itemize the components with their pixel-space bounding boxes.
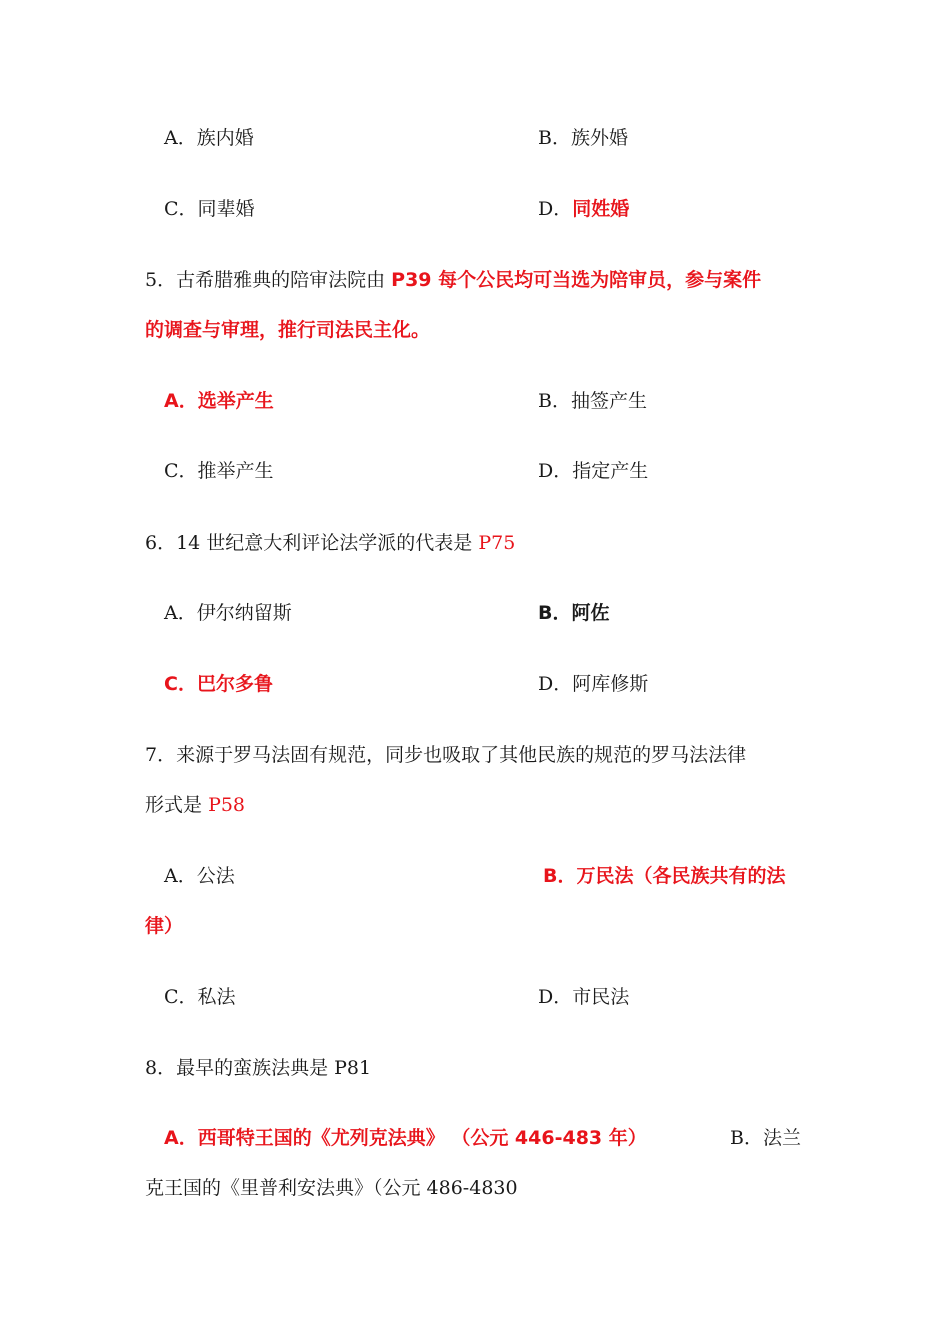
q7-option-d: D．市民法 xyxy=(538,986,630,1008)
q8-option-b-line1: B．法兰 xyxy=(730,1127,801,1149)
q5-stem-line xyxy=(145,267,810,293)
q6-stem: 6．14 世纪意大利评论法学派的代表是 xyxy=(145,532,473,554)
q4-option-a: A．族内婚 xyxy=(164,127,254,149)
q4-option-d-prefix: D． xyxy=(538,198,573,220)
q5-option-c: C．推举产生 xyxy=(164,460,274,482)
q4-option-d xyxy=(538,196,950,222)
q7-option-b-line2: 律） xyxy=(145,915,184,937)
q8-stem: 8．最早的蛮族法典是 P81 xyxy=(145,1057,372,1079)
q5-note-line2: 的调查与审理，推行司法民主化。 xyxy=(145,319,431,341)
q7-page-ref: P58 xyxy=(208,794,246,816)
q6-option-d: D．阿库修斯 xyxy=(538,673,649,695)
q7-option-b-line1: B．万民法（各民族共有的法 xyxy=(543,865,786,887)
q6-option-b: B．阿佐 xyxy=(538,602,610,624)
q4-option-d-answer: 同姓婚 xyxy=(572,198,630,220)
q6-option-a: A．伊尔纳留斯 xyxy=(164,602,292,624)
q6-page-ref: P75 xyxy=(478,532,516,554)
q4-option-c: C．同辈婚 xyxy=(164,198,255,220)
q5-note-line1: P39 每个公民均可当选为陪审员，参与案件 xyxy=(391,269,762,291)
q8-option-a: A．西哥特王国的《尤列克法典》 （公元 446-483 年） xyxy=(164,1127,647,1149)
q5-option-a: A．选举产生 xyxy=(164,390,274,412)
q7-option-a: A．公法 xyxy=(164,865,235,887)
q8-option-b-line2: 克王国的《里普利安法典》（公元 486-4830 xyxy=(145,1177,518,1199)
q6-stem-line xyxy=(145,530,810,556)
q7-stem-line2 xyxy=(145,792,810,818)
q7-stem-end: 形式是 xyxy=(145,794,203,816)
q4-option-b: B．族外婚 xyxy=(538,127,628,149)
q5-option-b: B．抽签产生 xyxy=(538,390,647,412)
q6-option-c: C．巴尔多鲁 xyxy=(164,673,273,695)
q5-option-d: D．指定产生 xyxy=(538,460,649,482)
q7-stem-line1: 7．来源于罗马法固有规范，同步也吸取了其他民族的规范的罗马法法律 xyxy=(145,744,747,766)
q5-stem: 5．古希腊雅典的陪审法院由 xyxy=(145,269,386,291)
q7-option-c: C．私法 xyxy=(164,986,236,1008)
